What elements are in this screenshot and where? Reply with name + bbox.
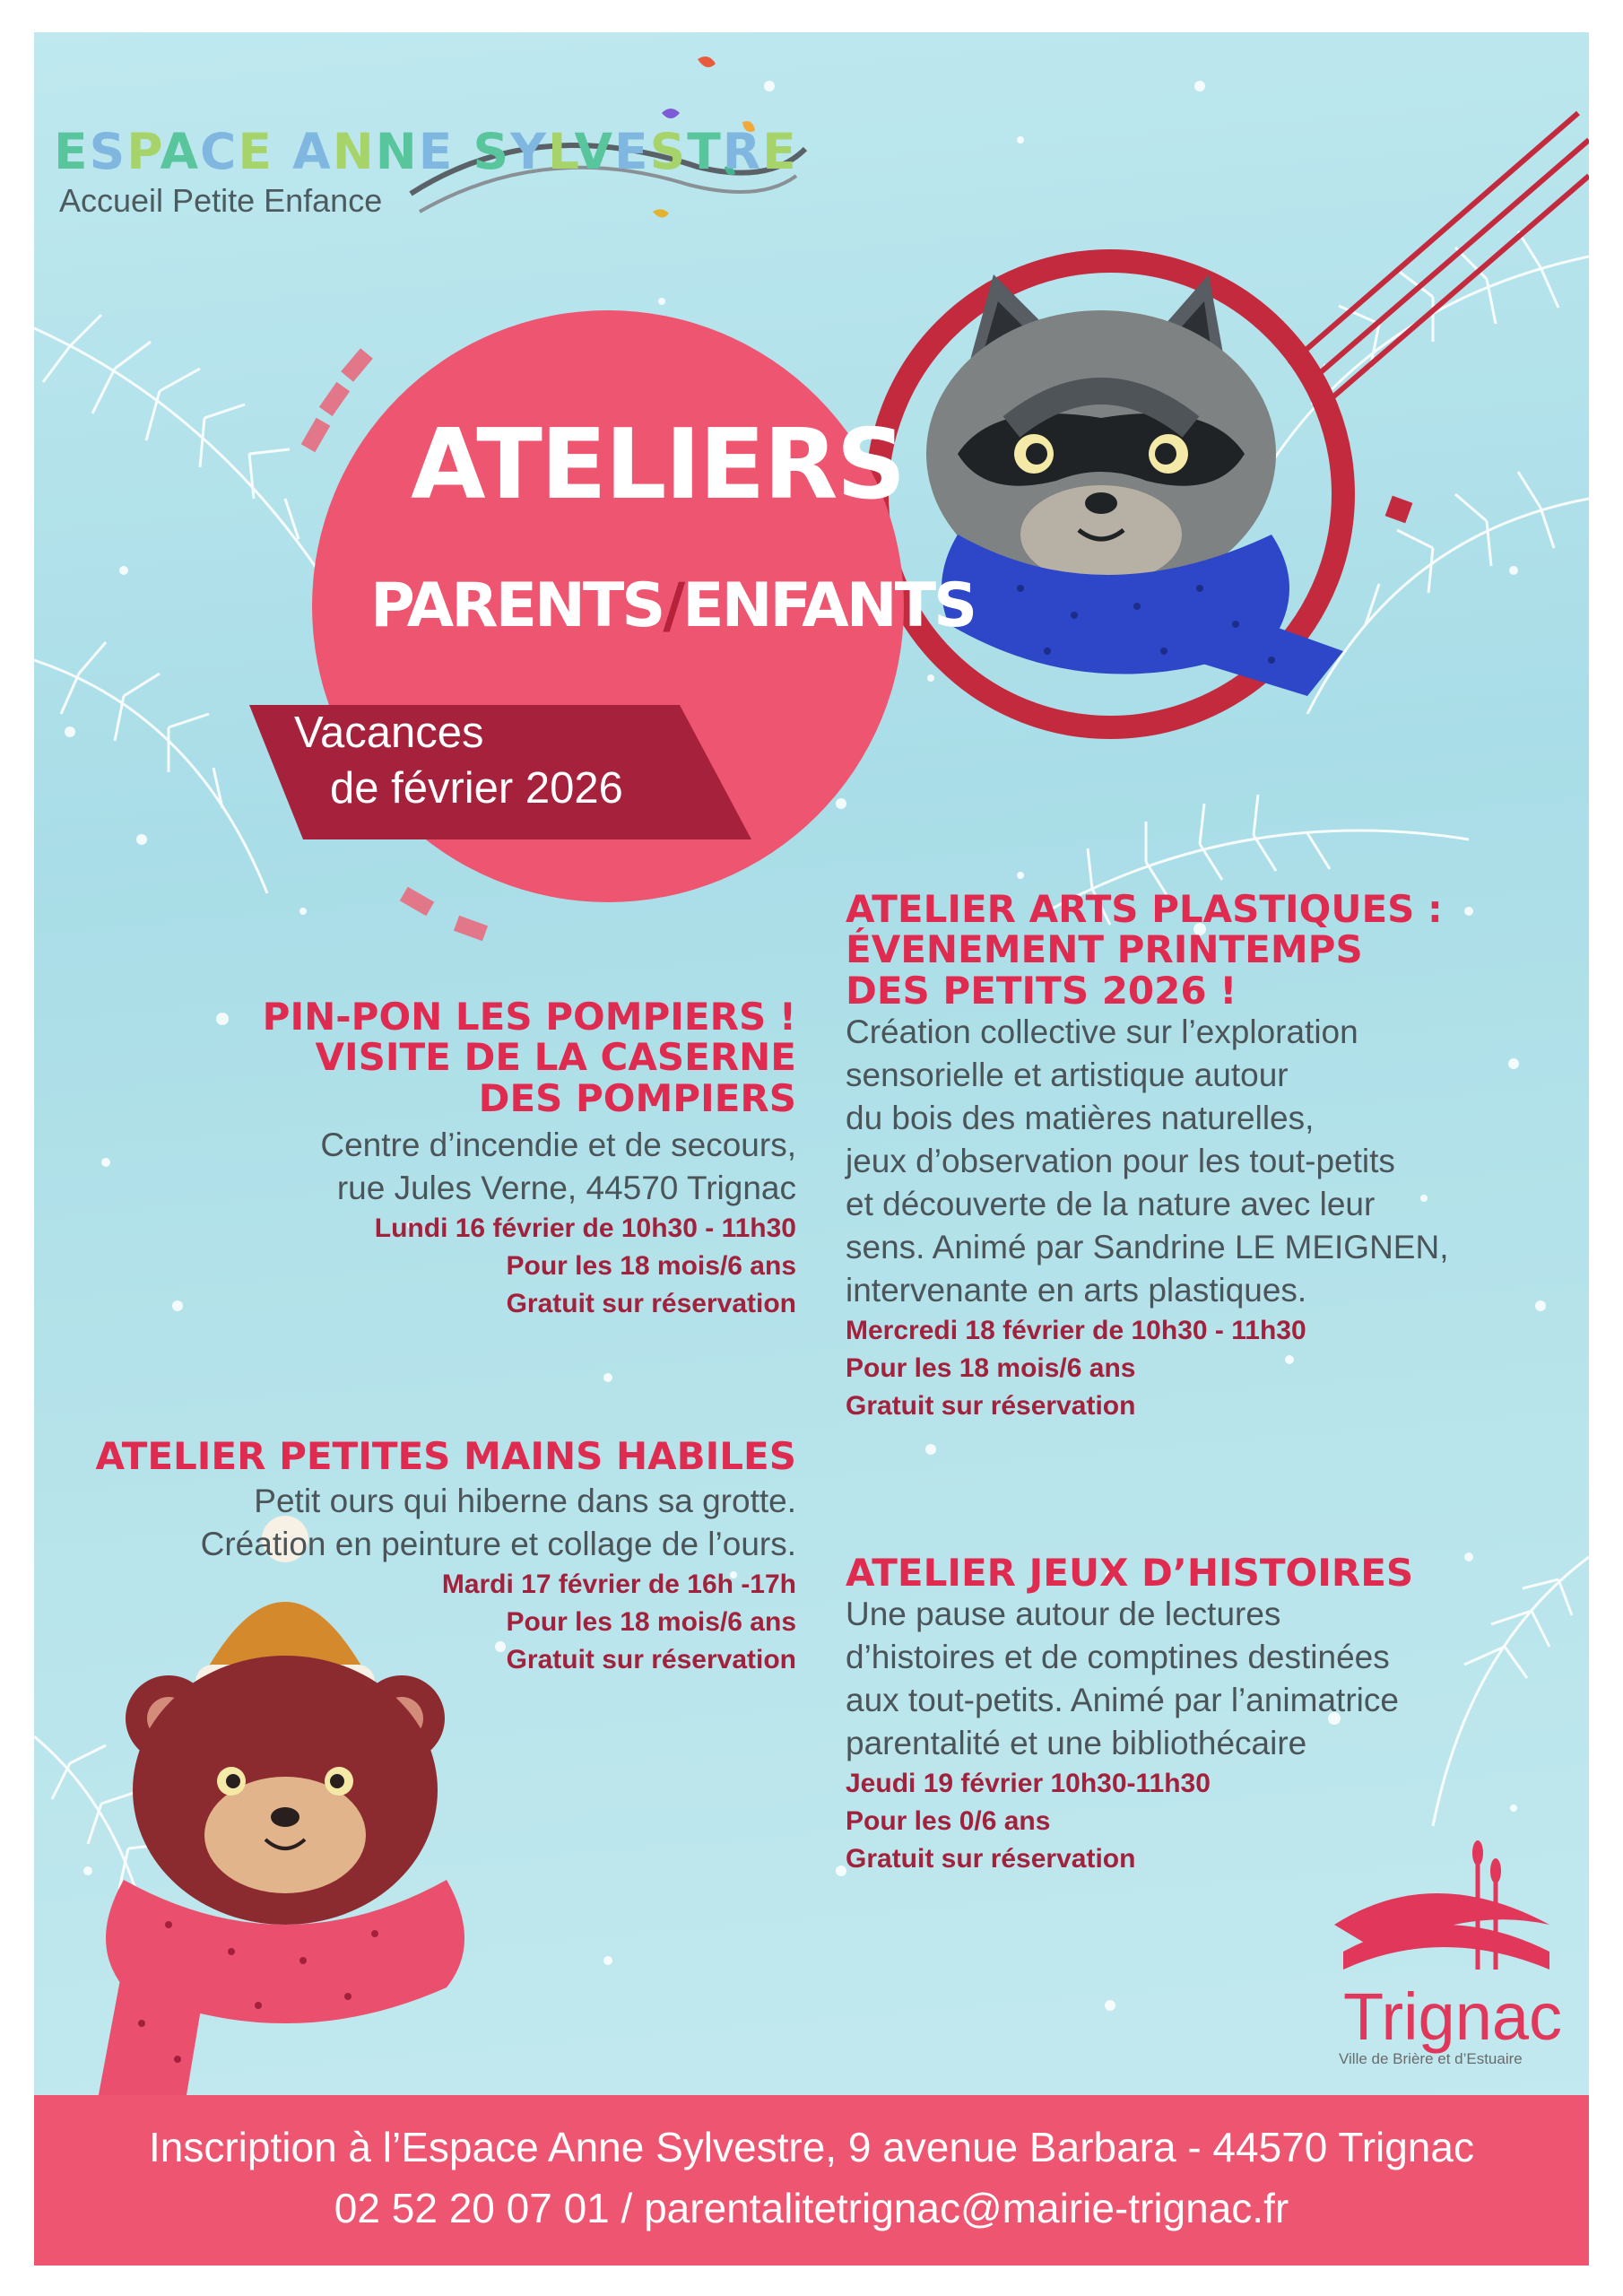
hero-slash: /	[663, 570, 683, 641]
event-price: Gratuit sur réservation	[846, 1844, 1136, 1874]
footer-contact: 02 52 20 07 01 / parentalitetrignac@mairie-trignac.fr	[334, 2185, 1289, 2231]
event-age: Pour les 18 mois/6 ans	[846, 1353, 1136, 1384]
event-desc: sens. Animé par Sandrine LE MEIGNEN,	[846, 1229, 1449, 1266]
event-price: Gratuit sur réservation	[506, 1289, 796, 1319]
event-place: rue Jules Verne, 44570 Trignac	[336, 1170, 796, 1207]
event-date: Lundi 16 février de 10h30 - 11h30	[374, 1213, 796, 1244]
hero-parents: PARENTS	[370, 570, 664, 641]
city-name: Trignac	[1343, 1979, 1563, 2054]
period-line-1: Vacances	[294, 709, 484, 757]
event-desc: Petit ours qui hiberne dans sa grotte.	[254, 1483, 796, 1520]
event-pompiers	[106, 996, 796, 1323]
event-desc: jeux d’observation pour les tout-petits	[846, 1143, 1395, 1180]
event-age: Pour les 18 mois/6 ans	[506, 1251, 796, 1282]
logo-subtitle: Accueil Petite Enfance	[59, 182, 383, 219]
event-desc: du bois des matières naturelles,	[846, 1100, 1315, 1137]
footer-banner	[34, 2095, 1589, 2266]
event-date: Mercredi 18 février de 10h30 - 11h30	[846, 1316, 1306, 1346]
event-desc: Une pause autour de lectures	[846, 1596, 1281, 1633]
diagonal-lines	[1289, 113, 1589, 404]
event-arts-plastiques	[846, 889, 1563, 1425]
espace-logo	[54, 123, 798, 220]
event-desc: sensorielle et artistique autour	[846, 1057, 1289, 1094]
poster	[34, 32, 1589, 2266]
square-decoration	[1385, 496, 1413, 524]
event-title: ATELIER JEUX D’HISTOIRES	[846, 1551, 1414, 1595]
period-text	[294, 705, 623, 816]
event-age: Pour les 0/6 ans	[846, 1806, 1051, 1837]
event-title-line: DES PETITS 2026 !	[846, 968, 1237, 1013]
event-place: Centre d’incendie et de secours,	[320, 1126, 796, 1164]
event-desc: Création en peinture et collage de l’ours.	[200, 1526, 796, 1563]
event-jeux-histoires	[846, 1552, 1563, 1878]
hero-subtitle	[370, 570, 975, 641]
event-desc: Création collective sur l’exploration	[846, 1013, 1358, 1051]
logo-title: ESPACE ANNE SYLVESTRE	[54, 123, 798, 180]
event-desc: aux tout-petits. Animé par l’animatrice	[846, 1682, 1399, 1719]
event-desc: d’histoires et de comptines destinées	[846, 1639, 1390, 1676]
event-desc: parentalité et une bibliothécaire	[846, 1725, 1307, 1762]
period-line-2: de février 2026	[330, 764, 623, 813]
hero-title: ATELIERS	[411, 409, 905, 521]
event-desc: intervenante en arts plastiques.	[846, 1272, 1307, 1309]
event-desc: et découverte de la nature avec leur	[846, 1186, 1376, 1223]
event-price: Gratuit sur réservation	[506, 1645, 796, 1675]
event-petites-mains	[52, 1436, 796, 1679]
city-tagline: Ville de Brière et d’Estuaire	[1339, 2050, 1523, 2067]
footer-address: Inscription à l’Espace Anne Sylvestre, 9 avenue Barbara - 44570 Trignac	[149, 2124, 1474, 2170]
event-title-line: DES POMPIERS	[478, 1075, 796, 1120]
event-date: Jeudi 19 février 10h30-11h30	[846, 1769, 1211, 1799]
event-title-line: VISITE DE LA CASERNE	[315, 1035, 796, 1080]
event-title-line: PIN-PON LES POMPIERS !	[262, 995, 796, 1039]
event-title-line: ATELIER ARTS PLASTIQUES :	[846, 887, 1443, 931]
event-title-line: ÉVENEMENT PRINTEMPS	[846, 927, 1363, 972]
event-age: Pour les 18 mois/6 ans	[506, 1607, 796, 1638]
event-price: Gratuit sur réservation	[846, 1391, 1136, 1422]
event-date: Mardi 17 février de 16h -17h	[441, 1570, 796, 1600]
hero-enfants: ENFANTS	[682, 570, 976, 641]
event-title: ATELIER PETITES MAINS HABILES	[95, 1434, 796, 1478]
